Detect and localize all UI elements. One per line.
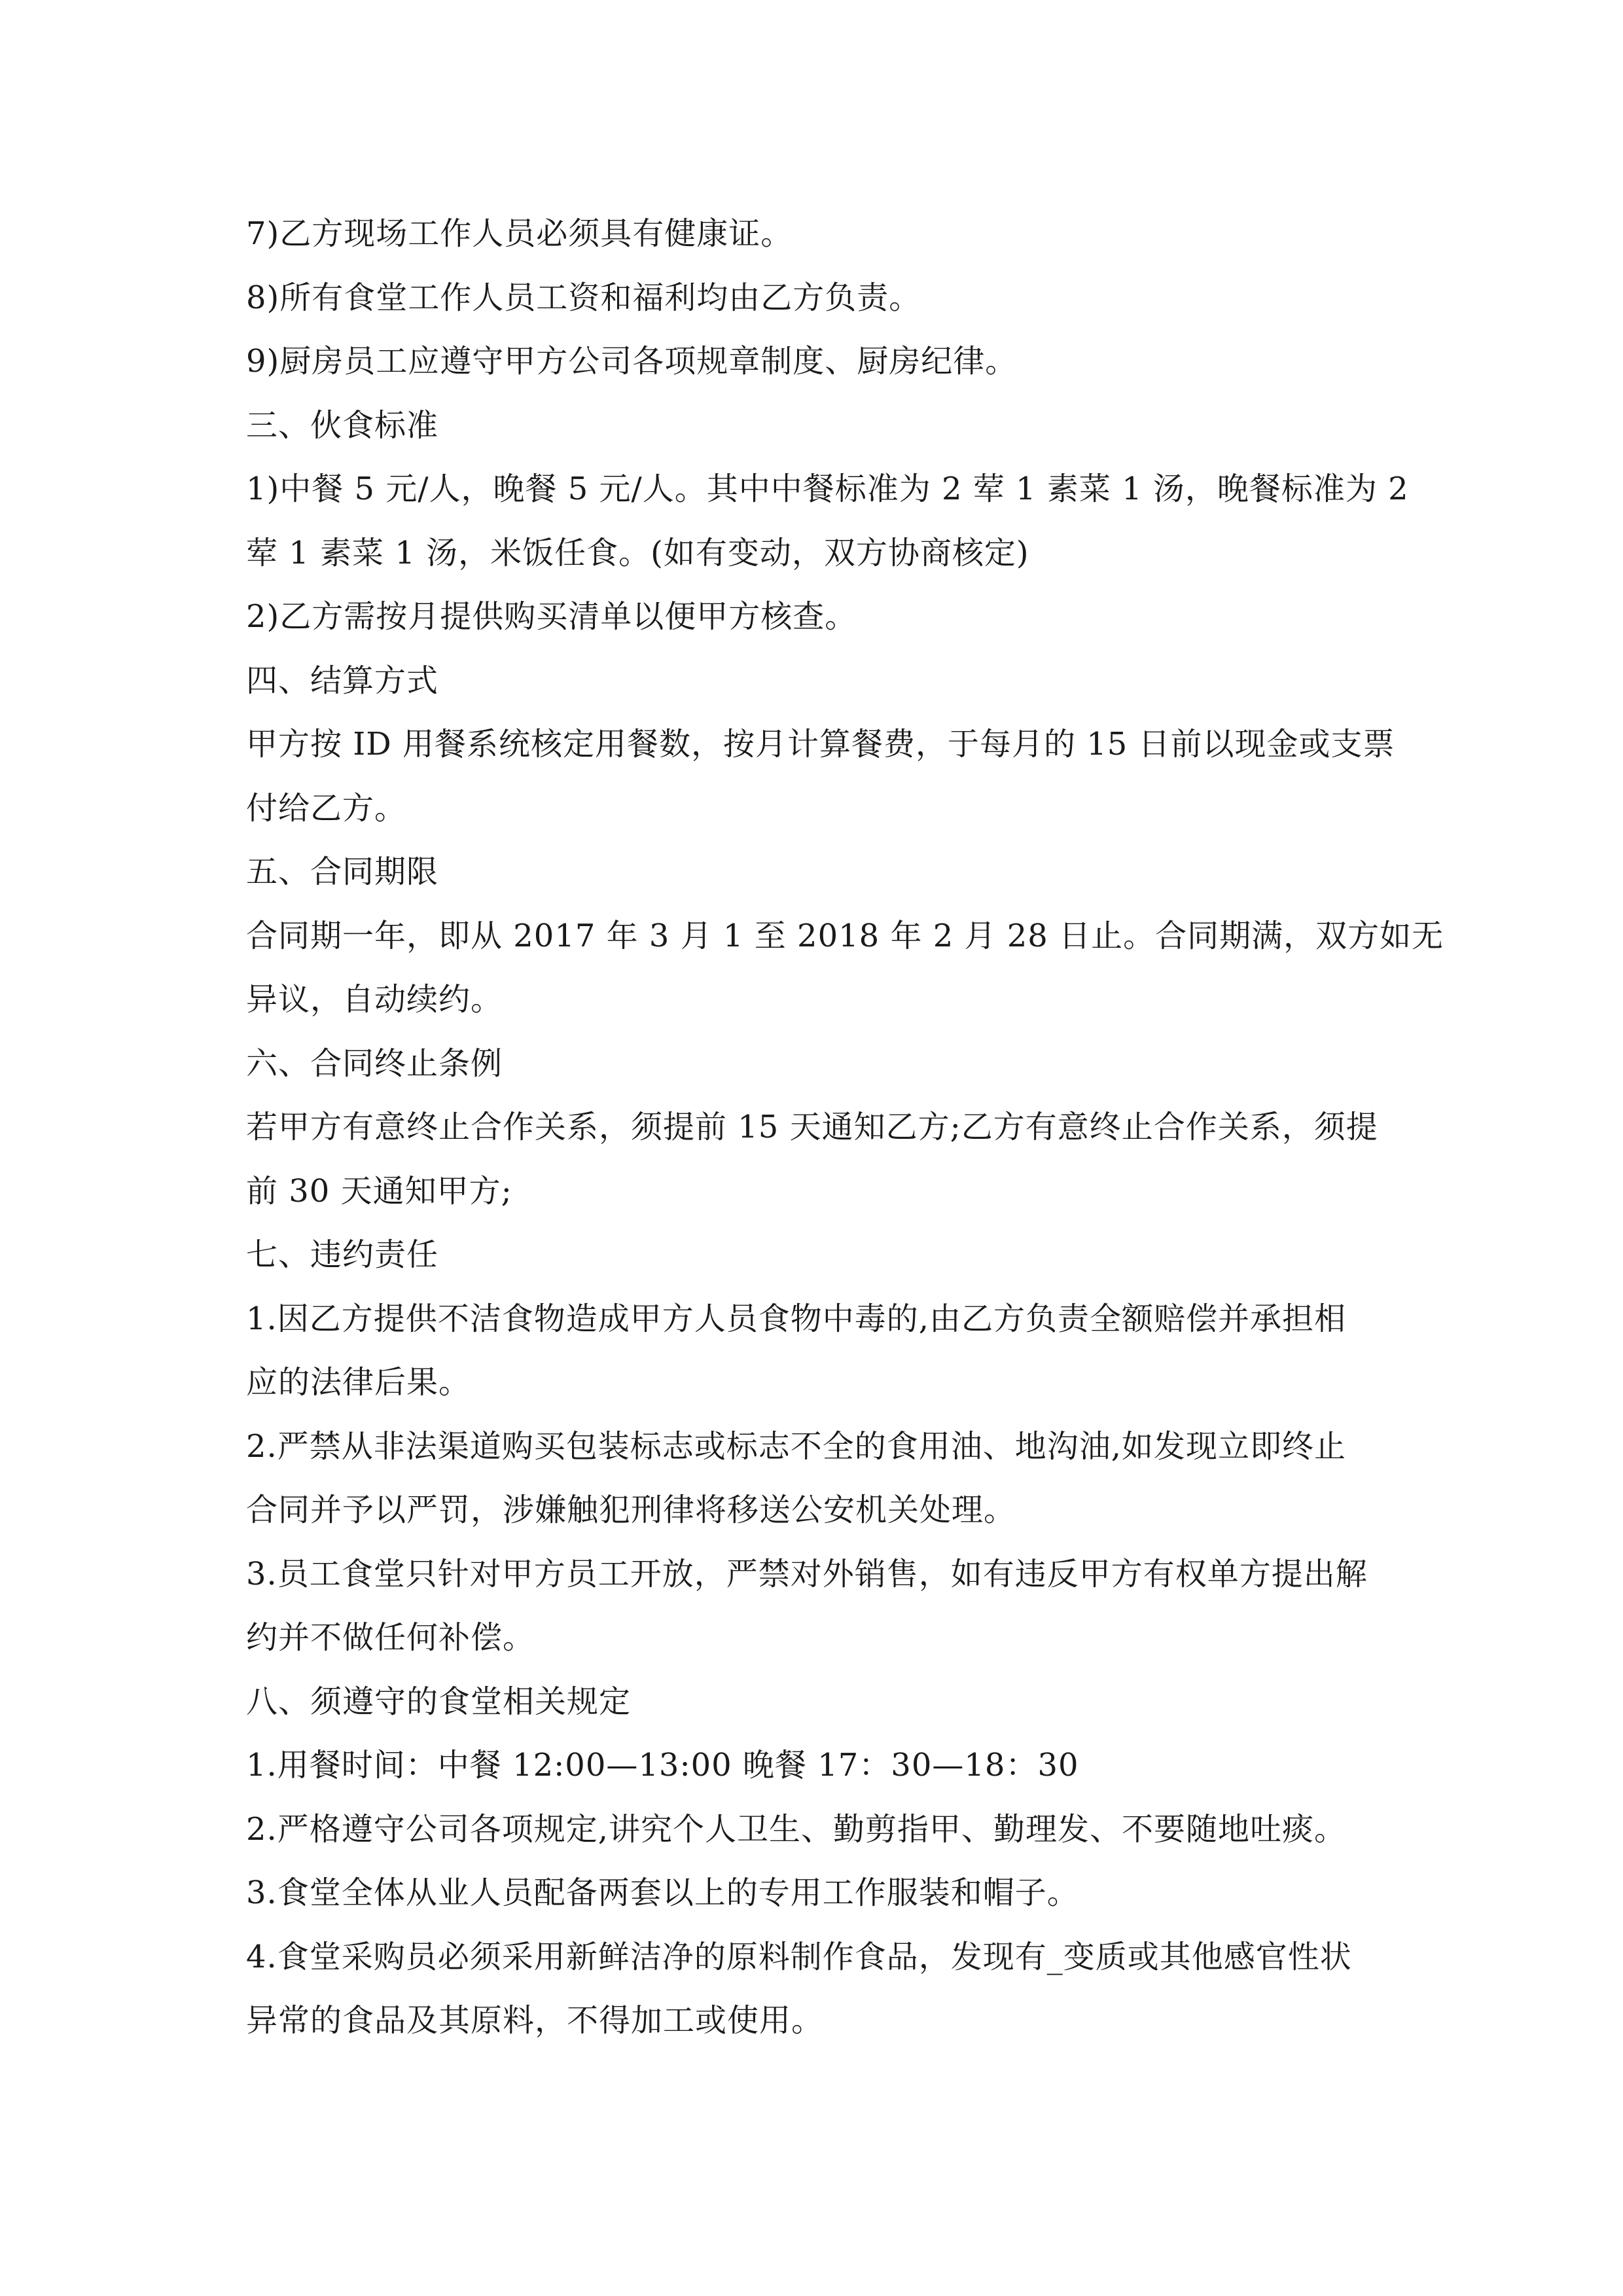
canteen-rule-3: 3.食堂全体从业人员配备两套以上的专用工作服装和帽子。 [246,1874,1079,1911]
section-heading-settlement: 四、结算方式 [246,662,439,699]
canteen-rule-4-line-2: 异常的食品及其原料，不得加工或使用。 [246,2002,824,2039]
canteen-rule-2: 2.严格遵守公司各项规定,讲究个人卫生、勤剪指甲、勤理发、不要随地吐痰。 [246,1810,1347,1848]
clause-7-line: 7)乙方现场工作人员必须具有健康证。 [246,215,793,252]
meal-standard-line-1: 1)中餐 5 元/人，晚餐 5 元/人。其中中餐标准为 2 荤 1 素菜 1 汤，晚餐标准为 2 [246,471,1409,507]
meal-standard-line-2: 荤 1 素菜 1 汤，米饭任食。(如有变动，双方协商核定) [246,534,1029,571]
settlement-line-1: 甲方按 ID 用餐系统核定用餐数，按月计算餐费，于每月的 15 日前以现金或支票 [246,726,1395,762]
section-heading-liability: 七、违约责任 [246,1236,439,1273]
document-body [246,202,1444,2053]
liability-line-6: 约并不做任何补偿。 [246,1619,535,1656]
contract-term-line-1: 合同期一年，即从 2017 年 3 月 1 至 2018 年 2 月 28 日止。合同期满，双方如无 [246,917,1444,954]
liability-line-5: 3.员工食堂只针对甲方员工开放，严禁对外销售，如有违反甲方有权单方提出解 [246,1555,1368,1592]
settlement-line-2: 付给乙方。 [246,789,407,827]
liability-line-1: 1.因乙方提供不洁食物造成甲方人员食物中毒的,由乙方负责全额赔偿并承担相 [246,1300,1347,1337]
section-heading-canteen-rules: 八、须遵守的食堂相关规定 [246,1683,632,1720]
meal-standard-line-3: 2)乙方需按月提供购买清单以便甲方核查。 [246,598,857,635]
termination-line-1: 若甲方有意终止合作关系，须提前 15 天通知乙方;乙方有意终止合作关系，须提 [246,1109,1378,1145]
clause-9-line: 9)厨房员工应遵守甲方公司各项规章制度、厨房纪律。 [246,343,1018,380]
contract-term-line-2: 异议，自动续约。 [246,981,503,1018]
liability-line-3: 2.严禁从非法渠道购买包装标志或标志不全的食用油、地沟油,如发现立即终止 [246,1427,1347,1465]
termination-line-2: 前 30 天通知甲方; [246,1172,512,1210]
section-heading-termination: 六、合同终止条例 [246,1045,503,1082]
section-heading-contract-term: 五、合同期限 [246,853,439,890]
liability-line-4: 合同并予以严罚，涉嫌触犯刑律将移送公安机关处理。 [246,1492,1016,1528]
liability-line-2: 应的法律后果。 [246,1364,471,1401]
canteen-rule-1: 1.用餐时间：中餐 12:00—13:00 晚餐 17：30—18：30 [246,1747,1079,1784]
clause-8-line: 8)所有食堂工作人员工资和福利均由乙方负责。 [246,279,921,316]
section-heading-meal-standard: 三、伙食标准 [246,406,439,444]
canteen-rule-4-line-1: 4.食堂采购员必须采用新鲜洁净的原料制作食品，发现有_变质或其他感官性状 [246,1938,1352,1975]
